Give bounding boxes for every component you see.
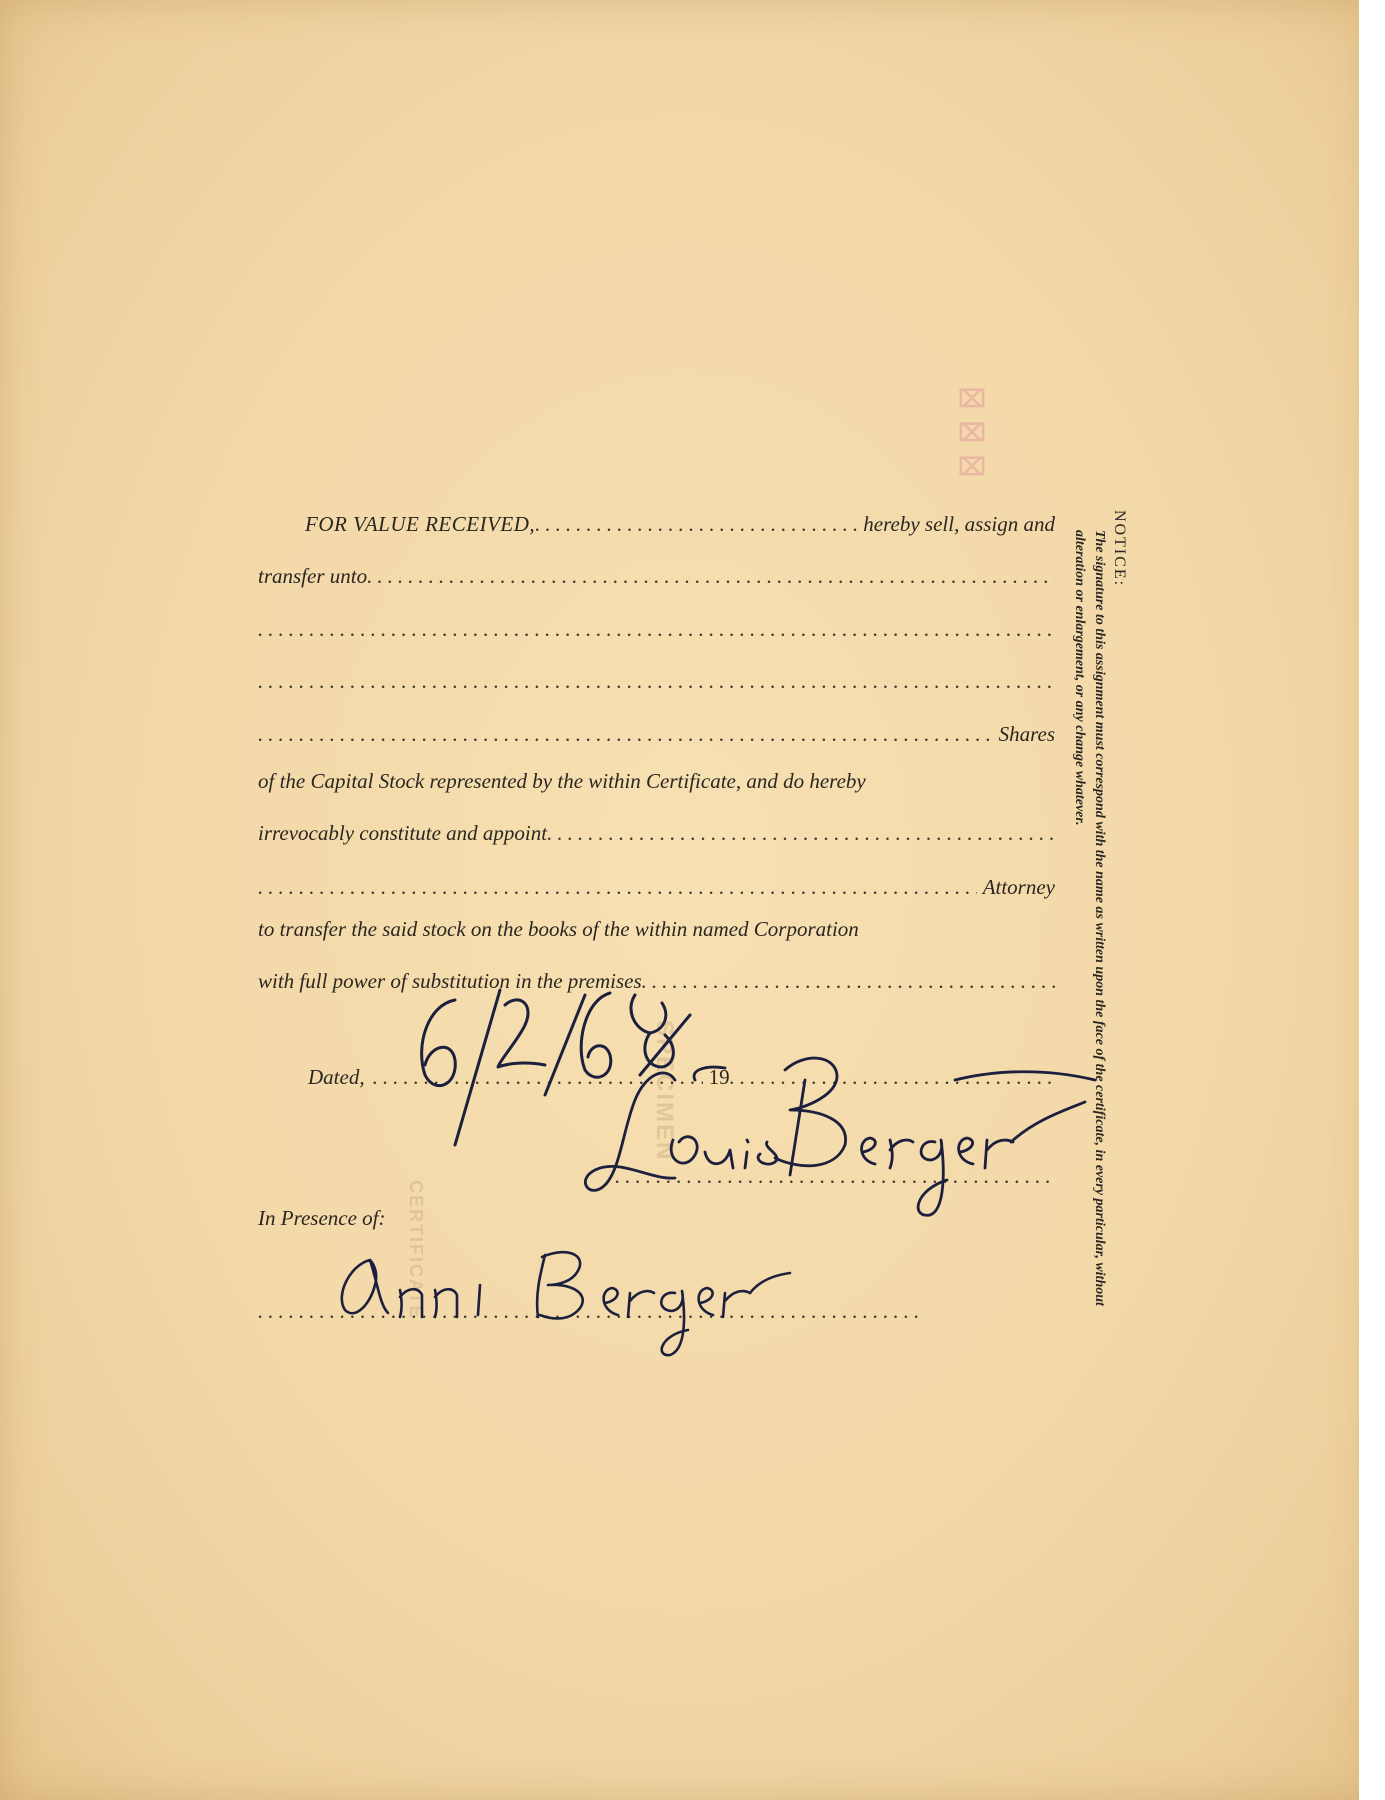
show-through-text-2: CERTIFICATE: [406, 1180, 426, 1320]
dated-label: Dated,: [308, 1065, 365, 1089]
substitution-label: with full power of substitution in the premises: [258, 969, 642, 993]
blank-line-1: [258, 608, 1055, 642]
witness-line: [258, 1290, 923, 1324]
show-through-text: SPECIMEN: [651, 1020, 678, 1162]
dotted-blank: [258, 669, 1055, 694]
dotted-blank: [615, 1164, 1055, 1189]
dotted-blank: [258, 875, 977, 900]
transfer-stock-line: [258, 908, 1055, 942]
dotted-blank: [642, 969, 1055, 994]
notice-heading: NOTICE:: [1111, 510, 1128, 588]
capital-stock-text: of the Capital Stock represented by the within Certificate, and do hereby: [258, 769, 866, 793]
dotted-blank: [547, 821, 1055, 846]
for-value-received-label: FOR VALUE RECEIVED,: [305, 512, 536, 536]
dated-line: [308, 1056, 1055, 1090]
dotted-blank: [367, 564, 1055, 589]
constitute-appoint-label: irrevocably constitute and appoint: [258, 821, 548, 845]
transfer-unto-label: transfer unto: [258, 564, 368, 588]
dotted-blank: [258, 1299, 923, 1324]
dotted-blank: [373, 1065, 703, 1090]
notice-body: The signature to this assignment must correspond with the name as written upon the face of the certificate, in every particular, without alteration or enlargement, or any change whatever.: [1072, 530, 1107, 1306]
signature-line: [615, 1155, 1055, 1189]
show-through-stamp: ⌧ ⌧ ⌧: [958, 385, 984, 481]
transfer-unto-line: [258, 555, 1055, 589]
signature-notice: [1063, 510, 1129, 1330]
dotted-blank: [535, 512, 863, 537]
sell-assign-label: hereby sell, assign and: [863, 512, 1055, 536]
constitute-appoint-line: [258, 812, 1055, 846]
substitution-line: [258, 960, 1055, 994]
year-prefix: 19: [708, 1065, 730, 1089]
attorney-line: [258, 866, 1055, 900]
in-presence-label: In Presence of:: [258, 1206, 386, 1230]
transfer-stock-text: to transfer the said stock on the books of the within named Corporation: [258, 917, 859, 941]
paper-edge: [1359, 0, 1372, 1800]
for-value-received-line: [305, 503, 1055, 537]
attorney-label: Attorney: [982, 875, 1055, 899]
shares-label: Shares: [998, 722, 1055, 746]
dotted-blank: [730, 1065, 1055, 1090]
dotted-blank: [258, 722, 993, 747]
in-presence-line: [258, 1197, 1055, 1231]
blank-line-2: [258, 660, 1055, 694]
shares-line: [258, 713, 1055, 747]
dotted-blank: [258, 617, 1055, 642]
capital-stock-line: [258, 760, 1055, 794]
